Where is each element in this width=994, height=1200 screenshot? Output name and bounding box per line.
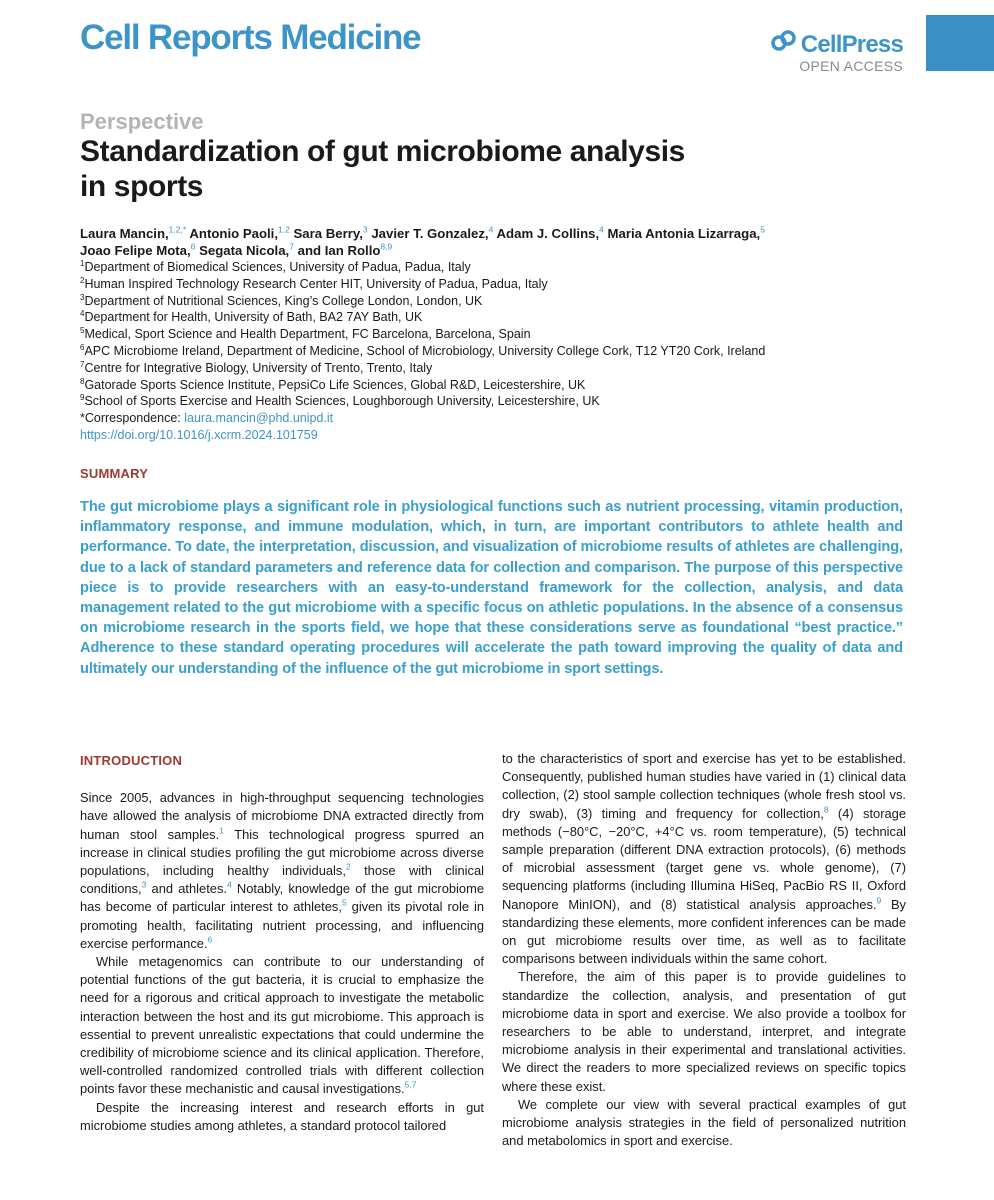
author[interactable]: Antonio Paoli,$^{1,2}$ [189, 224, 290, 241]
citation-link[interactable]: 5 [341, 898, 347, 909]
affiliation: $^9$School of Sports Exercise and Health Sciences, Loughborough University, Leicestershire, UK [80, 393, 600, 409]
doi-link[interactable]: https://doi.org/10.1016/j.xcrm.2024.101759 [80, 427, 318, 442]
publisher-logo [771, 30, 903, 59]
citation-link[interactable]: 4 [226, 879, 232, 890]
correspondence-email-link[interactable]: laura.mancin@phd.unipd.it [184, 411, 334, 426]
author-list [80, 225, 900, 259]
affiliation-list [80, 259, 920, 444]
cellpress-logo-icon [771, 30, 797, 59]
citation-link[interactable]: 9 [876, 895, 882, 906]
introduction-heading: INTRODUCTION [80, 753, 183, 768]
author[interactable]: Joao Felipe Mota,$^6$ [80, 241, 196, 258]
affiliation: $^8$Gatorade Sports Science Institute, PepsiCo Life Sciences, Global R&D, Leicestershire, UK [80, 376, 586, 392]
paragraph: We complete our view with several practical examples of gut microbiome analysis strategies in the field of personalized nutrition and metabolomics in sport and exercise. [502, 1096, 906, 1149]
author[interactable]: Segata Nicola,$^7$ [199, 241, 294, 258]
body-column-right [502, 750, 906, 1150]
author[interactable]: Sara Berry,$^3$ [293, 224, 368, 241]
citation-link[interactable]: 1 [219, 825, 224, 836]
author[interactable]: Javier T. Gonzalez,$^4$ [371, 224, 494, 241]
paragraph: Since 2005, advances in high-throughput sequencing technologies have allowed the analysis of microbiome DNA extracted directly from human stool samples.$^1$ This technological progress spurred an increase in clinical studies profiling the gut microbiome across diverse populations, including healthy individuals,$^2$ those with clinical conditions,$^3$ and athletes.$^4$ Notably, knowledge of the gut microbiome has become of particular interest to athletes,$^5$ given its pivotal role in promoting health, facilitating nutrient processing, and influencing exercise performance.$^6$ [80, 790, 485, 951]
citation-link[interactable]: 2 [345, 861, 351, 872]
citation-link[interactable]: 8 [823, 804, 829, 815]
author[interactable]: Maria Antonia Lizarraga,$^5$ [607, 224, 765, 241]
affiliation: $^5$Medical, Sport Science and Health Department, FC Barcelona, Barcelona, Spain [80, 326, 531, 342]
article-type: Perspective [80, 109, 204, 134]
citation-link[interactable]: 5,7 [404, 1080, 417, 1091]
correspondence-label: *Correspondence: [80, 411, 181, 426]
citation-link[interactable]: 6 [207, 934, 213, 945]
paragraph: Therefore, the aim of this paper is to provide guidelines to standardize the collection, analysis, and presentation of gut microbiome data in sport and exercise. We also provide a toolbox for researchers to be able to understand, interpret, and integrate microbiome analysis in their experimental and translational activities. We direct the readers to more specialized reviews on specific topics where these exist. [502, 969, 906, 1094]
header-color-block [926, 15, 994, 71]
paragraph: to the characteristics of sport and exercise has yet to be established. Consequently, published human studies have varied in (1) clinical data collection, (2) stool sample collection techniques (whole fresh stool vs. dry swab), (3) timing and frequency for collection,$^8$ (4) storage methods (−80°C, −20°C, +4°C vs. room temperature), (5) technical sample preparation (different DNA extraction protocols), (6) methods of microbial assessment (target gene vs. whole genome), (7) sequencing platforms (including Illumina HiSeq, PacBio RS II, Oxford Nanopore MinION), and (8) statistical analysis approaches.$^9$ By standardizing these elements, more confident inferences can be made on gut microbiome results over time, as well as to facilitate comparisons between individuals within the same cohort. [502, 751, 906, 967]
body-column-left [80, 751, 484, 1135]
affiliation: $^3$Department of Nutritional Sciences, King’s College London, London, UK [80, 292, 483, 308]
correspondence [80, 410, 920, 427]
summary-text: The gut microbiome plays a significant role in physiological functions such as nutrient processing, vitamin production, inflammatory response, and immune modulation, which, in turn, are important contributors to athlete health and performance. To date, the interpretation, discussion, and visualization of microbiome results of athletes are challenging, due to a lack of standard parameters and reference data for collection and comparison. The purpose of this perspective piece is to provide researchers with an easy-to-understand framework for the collection, analysis, and data management related to the gut microbiome with a specific focus on athletic populations. In the absence of a consensus on microbiome research in the sports field, we hope that these considerations serve as foundational “best practice.” Adherence to these standard operating procedures will accelerate the path toward improving the quality of data and ultimately our understanding of the influence of the gut microbiome in sport settings. [80, 499, 903, 677]
affiliation: $^2$Human Inspired Technology Research Center HIT, University of Padua, Padua, Italy [80, 275, 548, 291]
citation-link[interactable]: 3 [141, 879, 147, 890]
journal-name: Cell Reports Medicine [80, 18, 421, 57]
article-title: Standardization of gut microbiome analysis in sports [80, 135, 685, 203]
publisher-name: CellPress [800, 30, 903, 58]
affiliation: $^6$APC Microbiome Ireland, Department of Medicine, School of Microbiology, University College Cork, T12 YT20 Cork, Ireland [80, 342, 766, 358]
author[interactable]: Adam J. Collins,$^4$ [496, 224, 604, 241]
affiliation: $^4$Department for Health, University of Bath, BA2 7AY Bath, UK [80, 309, 423, 325]
affiliation: $^7$Centre for Integrative Biology, University of Trento, Trento, Italy [80, 359, 433, 375]
summary-heading: SUMMARY [80, 466, 149, 481]
affiliation: $^1$Department of Biomedical Sciences, University of Padua, Padua, Italy [80, 258, 471, 274]
author[interactable]: and Ian Rollo$^{8,9}$ [297, 241, 393, 258]
paragraph: Despite the increasing interest and research efforts in gut microbiome studies among athletes, a standard protocol tailored [80, 1099, 484, 1133]
author[interactable]: Laura Mancin,$^{1,2,*}$ [80, 224, 187, 241]
open-access-label: OPEN ACCESS [799, 58, 903, 74]
paragraph: While metagenomics can contribute to our understanding of potential functions of the gut bacteria, it is crucial to emphasize the need for a rigorous and critical approach to investigate the metabolic interaction between the host and its gut microbiome. This approach is essential to prevent unrealistic expectations that could undermine the credibility of microbiome science and its clinical application. Therefore, well-controlled randomized controlled trials with different collection points favor these mechanistic and causal investigations.$^{5,7}$ [80, 954, 484, 1097]
